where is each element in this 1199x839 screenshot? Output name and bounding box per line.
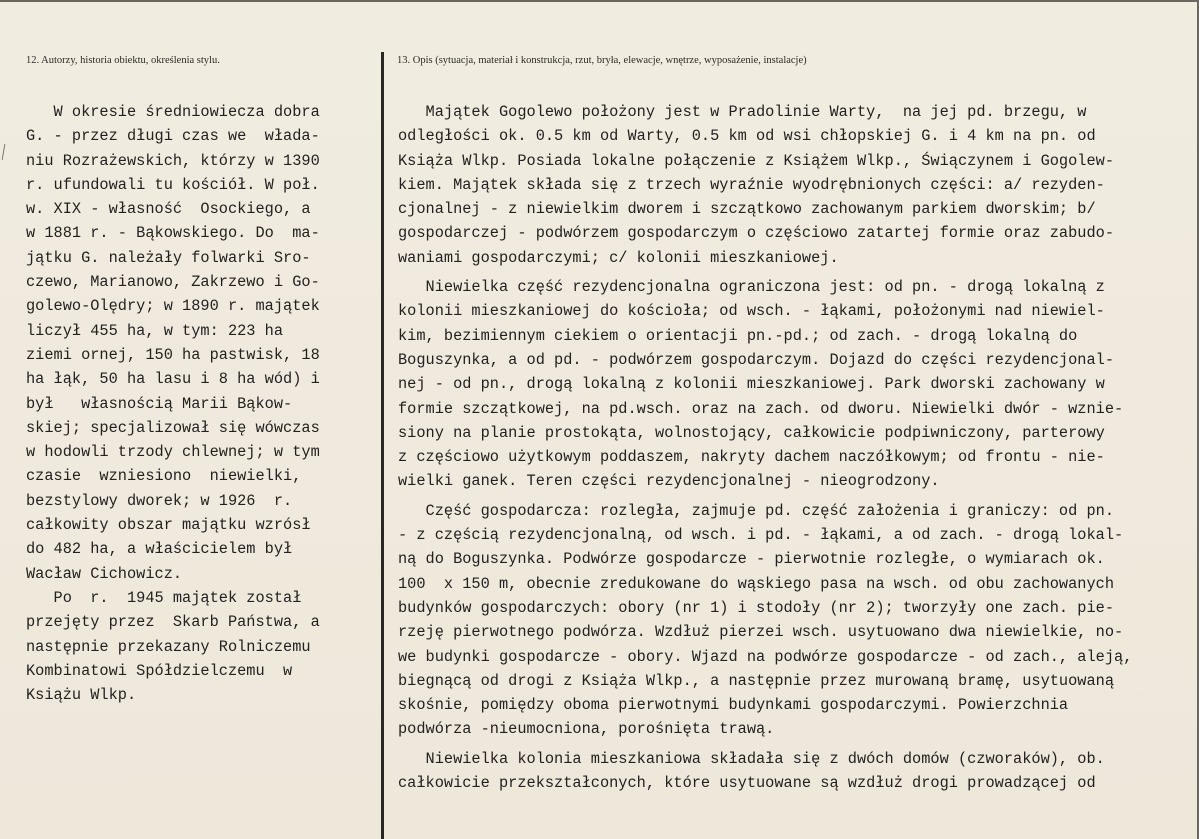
text-line: Niewielka część rezydencjonalna ograniczona jest: od pn. - drogą lokalną z [398,278,1105,297]
text-line: Boguszynka, a od pd. - podwórzem gospodarczym. Dojazd do części rezydencjonal- [398,350,1115,369]
text-line: cjonalnej - z niewielkim dworem i szczątkowo zachowanym parkiem dworskim; b/ [398,200,1096,219]
text-line: jątku G. należały folwarki Sro- [26,248,311,267]
text-line: Wacław Cichowicz. [26,564,183,583]
text-line: kolonii mieszkaniowej do kościoła; od wsch. - łąkami, położonymi nad niewiel- [398,302,1105,321]
text-line: biegnącą od drogi z Książa Wlkp., a następnie przez murowaną bramę, usytuowaną [398,671,1115,690]
text-line: gospodarczej - podwórzem gospodarczym o częściowo zatartej formie oraz zabudo- [398,224,1115,243]
text-line: był własnością Marii Bąkow- [26,394,293,413]
section-12-header: 12. Autorzy, historia obiektu, określenia stylu. [26,55,220,66]
text-line: w 1881 r. - Bąkowskiego. Do ma- [26,224,320,243]
text-line: czasie wzniesiono niewielki, [26,467,302,486]
text-line: niu Rozrażewskich, którzy w 1390 [26,151,320,170]
text-line: Majątek Gogolewo położony jest w Pradolinie Warty, na jej pd. brzegu, w [398,103,1087,121]
text-line: Książa Wlkp. Posiada lokalne połączenie z Książem Wlkp., Świączynem i Gogolew- [398,151,1115,170]
text-line: ną do Boguszynka. Podwórze gospodarcze - pierwotnie rozległe, o wymiarach ok. [398,550,1105,569]
text-line: Część gospodarcza: rozległa, zajmuje pd. część założenia i graniczy: od pn. [398,501,1115,520]
text-line: nej - od pn., drogą lokalną z kolonii mieszkaniowej. Park dworski zachowany w [398,375,1105,394]
text-line: we budynki gospodarcze - obory. Wjazd na podwórze gospodarcze - od zach., aleją, [398,647,1133,666]
text-line: budynków gospodarczych: obory (nr 1) i stodoły (nr 2); tworzyły one zach. pie- [398,598,1115,617]
text-line: - z częścią rezydencjonalną, od wsch. i pd. - łąkami, a od zach. - drogą lokal- [398,526,1124,545]
text-line: formie szczątkowej, na pd.wsch. oraz na zach. od dworu. Niewielki dwór - wznie- [398,399,1124,418]
text-line: bezstylowy dworek; w 1926 r. [26,491,293,510]
text-line: do 482 ha, a właścicielem był [26,540,293,559]
text-line: kiem. Majątek składa się z trzech wyraźnie wyodrębnionych części: a/ rezyden- [398,175,1105,194]
text-line: 100 x 150 m, obecnie zredukowane do wąskiego pasa na wsch. od obu zachowanych [398,574,1115,593]
description-paragraph [398,747,1188,796]
text-line: całkowicie przekształconych, które usytuowane są wzdłuż drogi prowadzącej od [398,774,1096,793]
text-line: całkowity obszar majątku wzrósł [26,516,311,535]
text-line: podwórza -nieumocniona, porośnięta trawą. [398,720,775,739]
text-line: skośnie, pomiędzy oboma pierwotnymi budynkami gospodarczymi. Powierzchnia [398,696,1069,715]
description-paragraph [398,499,1188,742]
description-paragraph [398,100,1188,270]
history-paragraph [26,586,346,707]
text-line: siony na planie prostokąta, wolnostojący, całkowicie podpiwniczony, parterowy [398,423,1105,442]
text-line: skiej; specjalizował się wówczas [26,418,320,437]
description-text-column [398,100,1188,795]
text-line: w hodowli trzody chlewnej; w tym [26,443,320,462]
text-line: Kombinatowi Spółdzielczemu w [26,661,293,680]
text-line: czewo, Marianowo, Zakrzewo i Go- [26,273,320,292]
history-text-column [26,100,346,707]
text-line: liczył 455 ha, w tym: 223 ha [26,321,284,340]
section-13-header: 13. Opis (sytuacja, materiał i konstrukcja, rzut, bryła, elewacje, wnętrze, wyposażenie, instalacje) [397,55,807,66]
text-line: z częściowo użytkowym poddaszem, nakryty dachem naczółkowym; od frontu - nie- [398,448,1105,467]
text-line: przejęty przez Skarb Państwa, a [26,613,320,632]
text-line: ha łąk, 50 ha lasu i 8 ha wód) i [26,370,320,389]
description-paragraph [398,275,1188,494]
text-line: rzeję pierwotnego podwórza. Wzdłuż pierzei wsch. usytuowano dwa niewielkie, no- [398,623,1124,642]
margin-pen-mark [2,144,6,160]
text-line: W okresie średniowiecza dobra [26,103,320,121]
text-line: ziemi ornej, 150 ha pastwisk, 18 [26,345,320,364]
text-line: G. - przez długi czas we włada- [26,127,320,146]
text-line: golewo-Olędry; w 1890 r. majątek [26,297,320,316]
text-line: waniami gospodarczymi; c/ kolonii mieszkaniowej. [398,248,839,267]
history-paragraph [26,100,346,586]
text-line: wielki ganek. Teren części rezydencjonalnej - nieogrodzony. [398,472,940,491]
text-line: Książu Wlkp. [26,686,137,705]
text-line: r. ufundowali tu kościół. W poł. [26,175,320,194]
text-line: odległości ok. 0.5 km od Warty, 0.5 km od wsi chłopskiej G. i 4 km na pn. od [398,127,1096,146]
column-divider [381,52,384,839]
text-line: Po r. 1945 majątek został [26,588,302,607]
text-line: następnie przekazany Rolniczemu [26,637,311,656]
text-line: w. XIX - własność Osockiego, a [26,200,311,219]
text-line: kim, bezimiennym ciekiem o orientacji pn.-pd.; od zach. - drogą lokalną do [398,326,1078,345]
text-line: Niewielka kolonia mieszkaniowa składała się z dwóch domów (czworaków), ob. [398,749,1105,768]
